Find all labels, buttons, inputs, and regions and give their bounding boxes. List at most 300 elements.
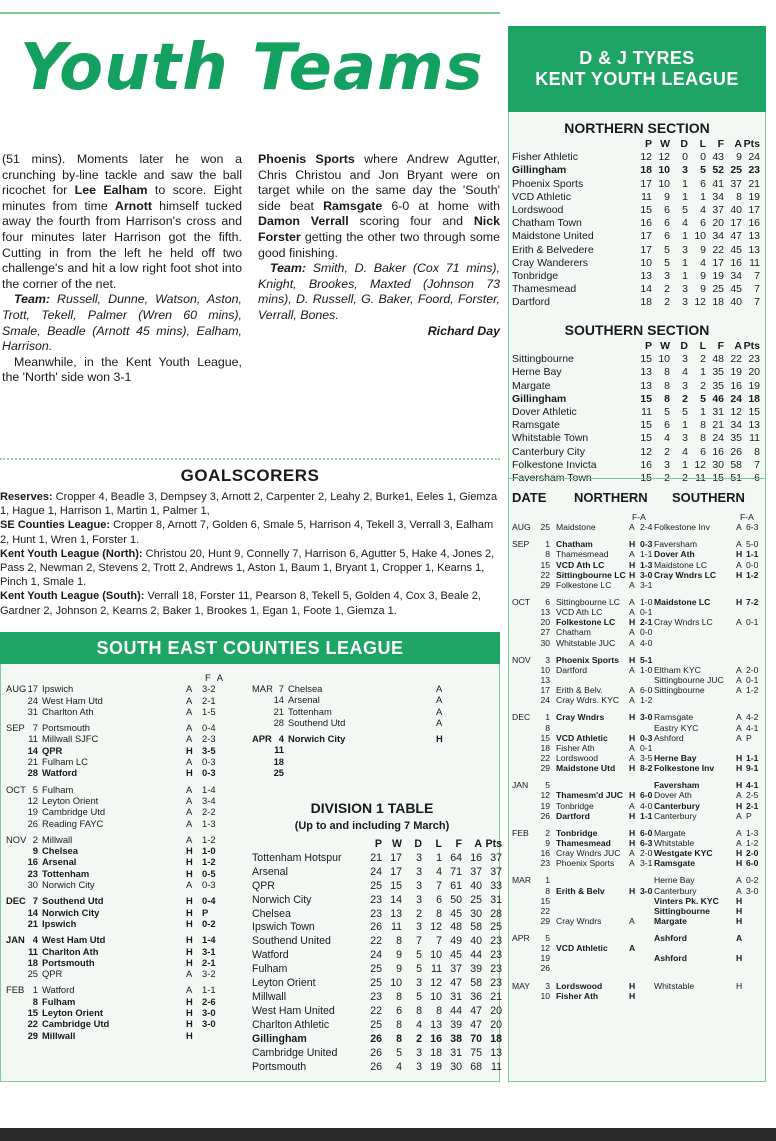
fixture-date: 10	[540, 990, 550, 1001]
fixture-date: 2	[32, 833, 38, 845]
kyl-fixture-row	[512, 597, 762, 607]
southern-opponent: Cray Wndrs LC	[654, 617, 713, 628]
fixture-venue: H	[186, 1018, 193, 1030]
southern-venue: H	[736, 848, 743, 859]
stat-cell: 58	[730, 458, 742, 471]
fixture-opponent: Southend Utd	[42, 895, 104, 907]
table-row	[512, 191, 760, 204]
fixture-score: 0-3	[202, 767, 216, 779]
stat-cell: 4	[682, 445, 688, 458]
fixture-venue: A	[436, 694, 443, 706]
fixture-opponent: Ipswich	[42, 683, 74, 695]
fixture-venue: H	[186, 995, 193, 1007]
northern-header: NORTHERN	[574, 490, 648, 505]
fixture-opponent: Portsmouth	[42, 722, 90, 734]
stat-cell: 12	[730, 406, 742, 419]
southern-venue: A	[736, 885, 742, 896]
stat-header: F	[717, 340, 724, 352]
kyl-fixture-row	[512, 953, 762, 963]
fixture-gap	[512, 974, 762, 981]
fixture-score: 1-4	[202, 783, 216, 795]
stat-cell: 5	[416, 949, 422, 962]
northern-score: 0-3	[640, 732, 653, 743]
fixture-opponent: Cambridge Utd	[42, 1018, 110, 1030]
stat-cell: 8	[736, 190, 742, 203]
fixture-month: DEC	[512, 712, 531, 723]
stat-cell: 4	[664, 432, 670, 445]
fixture-opponent: Norwich City	[42, 906, 100, 918]
northern-score: 0-1	[640, 607, 653, 618]
kyl-fixtures-header	[508, 490, 766, 510]
stat-cell: 36	[470, 990, 482, 1003]
stat-cell: 3	[664, 270, 670, 283]
stat-cell: 17	[640, 243, 652, 256]
stat-cell: 12	[640, 445, 652, 458]
fixture-date: 21	[27, 756, 38, 768]
fixture-date: 26	[540, 810, 550, 821]
northern-opponent: Lordswood	[556, 980, 603, 991]
northern-score: 6-0	[640, 827, 653, 838]
northern-score: 2-0	[640, 848, 653, 859]
fixture-date: 9	[32, 845, 38, 857]
stat-cell: 11	[491, 1060, 502, 1073]
team-name: Southend United	[252, 935, 331, 948]
northern-venue: A	[629, 637, 635, 648]
fixture-date: 21	[27, 917, 38, 929]
stat-cell: 15	[640, 432, 652, 445]
stat-header: W	[660, 340, 670, 352]
northern-venue: H	[629, 712, 636, 723]
stat-cell: 4	[682, 366, 688, 379]
northern-venue: H	[629, 980, 636, 991]
fixture-date: 12	[540, 943, 550, 954]
fixture-month: MAR	[252, 683, 273, 694]
northern-opponent: Sittingbourne LC	[556, 569, 626, 580]
kyl-fixture-row	[512, 933, 762, 943]
kyl-fixture-row	[512, 685, 762, 695]
stat-cell: 46	[712, 392, 724, 405]
stat-cell: 3	[664, 458, 670, 471]
fixture-score: 1-3	[202, 817, 216, 829]
team-name: Canterbury City	[512, 445, 585, 458]
stat-cell: 15	[640, 392, 652, 405]
stat-cell: 20	[712, 217, 724, 230]
team-name: Sittingbourne	[512, 353, 574, 366]
northern-score: 2-1	[640, 617, 653, 628]
goalscorer-group	[0, 518, 500, 546]
fixture-opponent: Watford	[42, 984, 75, 996]
fixture-date: 15	[540, 732, 550, 743]
stat-cell: 4	[436, 865, 442, 878]
fa-header: F A	[205, 672, 223, 683]
stat-cell: 14	[390, 893, 402, 906]
stat-header: A	[734, 340, 742, 352]
stat-cell: 8	[436, 1004, 442, 1017]
southern-opponent: Ashford	[654, 933, 687, 944]
stat-cell: 2	[700, 353, 706, 366]
southern-opponent: Folkestone Inv	[654, 763, 715, 774]
stat-cell: 43	[712, 151, 724, 164]
stat-header: Pts	[485, 838, 502, 850]
southern-score: P	[746, 732, 752, 743]
fixture-score: 2-6	[202, 995, 216, 1007]
stat-cell: 1	[682, 190, 688, 203]
table-row	[512, 178, 760, 191]
southern-score: 1-2	[746, 837, 759, 848]
article-byline: Richard Day	[427, 323, 500, 338]
fixture-score: 3-0	[202, 1007, 216, 1019]
fixture-date: 1	[545, 539, 550, 550]
stat-cell: 18	[640, 296, 652, 309]
stat-cell: 23	[490, 977, 502, 990]
stat-cell: 58	[470, 921, 482, 934]
northern-venue: A	[629, 943, 636, 954]
stat-cell: 6	[700, 177, 706, 190]
text-run: Arnott	[114, 198, 153, 213]
kyl-fixture-row	[512, 665, 762, 675]
northern-score: 5-1	[640, 654, 653, 665]
stat-cell: 8	[396, 990, 402, 1003]
kyl-fixture-row	[512, 712, 762, 722]
fixture-score: 0-3	[202, 879, 216, 891]
southern-score: 3-0	[746, 885, 759, 896]
kyl-fixture-row	[512, 916, 762, 926]
stat-cell: 30	[712, 458, 724, 471]
southern-opponent: Dover Ath	[654, 790, 692, 801]
team-header	[252, 838, 362, 852]
stat-cell: 10	[430, 949, 442, 962]
fixture-venue: A	[436, 683, 443, 694]
stat-cell: 21	[712, 419, 724, 432]
northern-opponent: Whitstable JUC	[556, 637, 616, 648]
southern-opponent: Ashford	[654, 953, 687, 964]
stat-cell: 28	[490, 907, 502, 920]
stat-cell: 4	[416, 1018, 422, 1031]
fixture-score: 1-2	[202, 856, 216, 868]
southern-venue: A	[736, 732, 742, 743]
fixture-date: 18	[273, 755, 284, 767]
southern-header: SOUTHERN	[672, 490, 745, 505]
fixture-date: 14	[273, 694, 284, 706]
fixture-date: 27	[540, 627, 550, 638]
stat-cell: 15	[748, 406, 760, 419]
fixture-date: 17	[27, 683, 38, 695]
text-run: 6-0 at home with	[382, 198, 500, 213]
fixture-venue: A	[186, 722, 193, 734]
stat-cell: 3	[682, 296, 688, 309]
fixture-date: 19	[27, 806, 38, 818]
fixture-venue: H	[186, 906, 193, 918]
stat-cell: 47	[470, 1004, 482, 1017]
stat-cell: 45	[450, 907, 462, 920]
kyl-fixture-row	[512, 943, 762, 953]
fixture-date: 19	[540, 953, 550, 964]
fixture-date: 31	[27, 705, 38, 717]
stat-cell: 37	[712, 204, 724, 217]
fixture-score: 0-3	[202, 756, 216, 768]
table-row	[512, 432, 760, 445]
fixture-venue: H	[186, 945, 193, 957]
division-1-table	[252, 838, 502, 1074]
northern-venue: A	[629, 596, 635, 607]
southern-opponent: Ramsgate	[654, 712, 694, 723]
northern-venue: H	[629, 790, 636, 801]
stat-cell: 23	[490, 949, 502, 962]
fixture-venue: H	[186, 934, 193, 946]
stat-cell: 10	[658, 177, 670, 190]
fixture-month: SEP	[512, 539, 530, 550]
team-name: QPR	[252, 879, 275, 892]
northern-venue: A	[629, 549, 635, 560]
stat-cell: 5	[664, 406, 670, 419]
northern-venue: A	[629, 800, 635, 811]
stat-cell: 6	[436, 893, 442, 906]
northern-venue: H	[629, 885, 636, 896]
fixture-score: 2-2	[202, 806, 216, 818]
fixture-date: 24	[540, 695, 550, 706]
southern-score: 5-0	[746, 539, 759, 550]
table-row	[252, 908, 502, 922]
text-run: himself tucked away the fourth from Harrison's cross and four minutes later Harrison got the fifth. Cutting in from the left he held off two challenge's and hit a low right foot shot into the corner of the net.	[2, 198, 242, 291]
southern-opponent: Margate	[654, 827, 686, 838]
table-row	[512, 353, 760, 366]
stat-cell: 24	[748, 151, 760, 164]
southern-venue: A	[736, 674, 742, 685]
dotted-divider	[0, 458, 500, 460]
fixture-opponent: Fulham	[42, 783, 74, 795]
stat-cell: 1	[682, 458, 688, 471]
fixture-gap	[512, 705, 762, 712]
goalscorer-group-label: Kent Youth League (South):	[0, 590, 145, 603]
fixture-venue: H	[436, 733, 443, 745]
fixture-opponent: West Ham Utd	[42, 694, 103, 706]
northern-venue: A	[629, 607, 635, 618]
stat-cell: 8	[700, 419, 706, 432]
stat-cell: 8	[436, 907, 442, 920]
northern-venue: A	[629, 685, 635, 696]
stat-cell: 17	[390, 851, 402, 864]
banner-line-2: KENT YOUTH LEAGUE	[535, 69, 739, 89]
southern-venue: H	[736, 895, 743, 906]
fixture-date: 6	[545, 596, 550, 607]
stat-cell: 34	[712, 230, 724, 243]
team-header	[512, 138, 634, 151]
stat-cell: 44	[470, 949, 482, 962]
northern-opponent: Phoenix Sports	[556, 654, 620, 665]
table-row	[512, 244, 760, 257]
stat-cell: 22	[370, 935, 382, 948]
southern-opponent: Ramsgate	[654, 858, 696, 869]
team-name: Maidstone United	[512, 230, 594, 243]
northern-venue: H	[629, 990, 636, 1001]
northern-score: 1-3	[640, 559, 653, 570]
stat-header: W	[392, 838, 402, 850]
goalscorer-group-names: Christou 20, Hunt 9, Connelly 7, Harrison 6, Agutter 5, Hake 4, Jones 2, Pass 2, Newman 2, Stevens 2, Trott 2, Andrews 1, Aston 1, Baum 1, Bryant 1, Cropper 1, Kearns 1, Pinch 1, Smale 1.	[0, 547, 495, 589]
southern-score: 4-1	[746, 722, 759, 733]
northern-score: 8-2	[640, 763, 653, 774]
kyl-fixture-row	[512, 607, 762, 617]
stat-cell: 34	[730, 270, 742, 283]
stat-cell: 26	[370, 921, 382, 934]
kyl-fixture-row	[512, 896, 762, 906]
stat-cell: 3	[416, 977, 422, 990]
stat-cell: 26	[730, 445, 742, 458]
southern-score: 9-1	[746, 763, 759, 774]
northern-venue: A	[629, 915, 635, 926]
text-run: Russell, Dunne, Watson, Aston, Trott, Tekell, Palmer (Wren 60 mins), Smale, Beadle (Arnott 45 mins), Ealham, Harrison.	[2, 292, 242, 354]
stat-cell: 6	[664, 230, 670, 243]
table-row	[252, 866, 502, 880]
stat-header: W	[660, 138, 670, 150]
northern-score: 6-3	[640, 837, 653, 848]
stat-cell: 16	[712, 445, 724, 458]
stat-cell: 13	[490, 1046, 502, 1059]
stat-cell: 70	[470, 1032, 482, 1045]
stat-cell: 23	[490, 935, 502, 948]
fixture-date: 5	[545, 933, 550, 944]
text-run: to score. Eight minutes from time	[2, 183, 242, 213]
southern-venue: H	[736, 596, 743, 607]
goalscorer-group-names: Verrall 18, Forster 11, Pearson 8, Tekell 5, Golden 4, Cox 3, Beale 2, Gardner 2, Johnson 2, Kearns 2, Baker 1, Brookes 1, Egan 1, Foote 1, Giemza 1.	[0, 590, 481, 617]
fixture-date: 1	[545, 875, 550, 886]
team-name: Fisher Athletic	[512, 151, 578, 164]
northern-score: 1-0	[640, 664, 653, 675]
team-name: Faversham Town	[512, 472, 592, 485]
northern-venue: A	[629, 742, 635, 753]
fixture-month: OCT	[6, 783, 26, 795]
fixture-venue: A	[186, 705, 193, 717]
fixture-date: 5	[545, 780, 550, 791]
northern-score: 1-2	[640, 695, 653, 706]
fixture-month: JAN	[6, 934, 25, 946]
southern-score: 2-1	[746, 800, 759, 811]
stat-cell: 31	[450, 1046, 462, 1059]
stat-cell: 10	[390, 977, 402, 990]
fixture-date: 3	[545, 980, 550, 991]
stat-cell: 17	[640, 177, 652, 190]
stat-header: L	[435, 838, 442, 850]
stat-cell: 7	[416, 935, 422, 948]
fixture-opponent: Arsenal	[42, 856, 77, 868]
stat-cell: 23	[370, 893, 382, 906]
stat-cell: 16	[470, 851, 482, 864]
fixture-month: NOV	[6, 833, 27, 845]
team-name: West Ham United	[252, 1004, 335, 1017]
fixture-venue: H	[186, 744, 193, 756]
stat-cell: 51	[730, 472, 742, 485]
southern-score: 1-3	[746, 827, 759, 838]
kyl-fixture-row	[512, 675, 762, 685]
goalscorers-list	[0, 490, 500, 618]
stat-header: D	[680, 138, 688, 150]
stat-cell: 37	[470, 865, 482, 878]
stat-cell: 47	[730, 230, 742, 243]
stat-cell: 21	[748, 177, 760, 190]
stat-cell: 12	[658, 151, 670, 164]
fixture-venue: A	[186, 756, 193, 768]
fixture-date: 7	[278, 683, 284, 694]
fixture-score: 0-2	[202, 917, 216, 929]
team-name: Cray Wanderers	[512, 256, 589, 269]
stat-cell: 17	[748, 204, 760, 217]
page-bottom-bar	[0, 1128, 776, 1141]
northern-opponent: Dartford	[556, 810, 590, 821]
fixture-date: 28	[273, 716, 284, 728]
text-run: Lee Ealham	[74, 183, 148, 198]
fixture-venue: A	[186, 794, 193, 806]
stat-cell: 11	[391, 921, 402, 934]
text-run: Team:	[14, 292, 51, 307]
stat-cell: 9	[396, 949, 402, 962]
stat-cell: 1	[682, 270, 688, 283]
fixture-gap	[512, 773, 762, 780]
fixture-month: SEP	[6, 722, 25, 734]
southern-opponent: Vinters Pk. KYC	[654, 895, 719, 906]
kyl-divider	[508, 478, 766, 479]
table-row	[512, 459, 760, 472]
stat-cell: 24	[712, 432, 724, 445]
southern-fa-header: F-A	[740, 512, 754, 522]
northern-opponent: Tonbridge	[556, 800, 594, 811]
kyl-fixture-row	[512, 638, 762, 648]
stat-cell: 12	[640, 151, 652, 164]
southern-venue: H	[736, 800, 743, 811]
southern-venue: A	[736, 559, 742, 570]
stat-cell: 44	[450, 1004, 462, 1017]
fixture-date: 15	[540, 895, 550, 906]
stat-cell: 0	[700, 151, 706, 164]
southern-venue: H	[736, 780, 743, 791]
stat-cell: 20	[490, 1018, 502, 1031]
team-name: Fulham	[252, 963, 288, 976]
fixture-date: 22	[540, 569, 550, 580]
table-row	[252, 963, 502, 977]
goalscorer-group	[0, 589, 500, 617]
stat-cell: 18	[640, 164, 652, 177]
stat-cell: 11	[749, 432, 760, 445]
stat-cell: 5	[682, 204, 688, 217]
stat-cell: 31	[490, 893, 502, 906]
stat-cell: 16	[748, 217, 760, 230]
table-row	[512, 366, 760, 379]
fixture-date: 15	[27, 1007, 38, 1019]
stat-cell: 2	[416, 907, 422, 920]
kyl-fixture-row	[512, 655, 762, 665]
fixture-date: 1	[545, 712, 550, 723]
team-name: Chatham Town	[512, 217, 582, 230]
fixture-venue: A	[186, 984, 193, 996]
stat-cell: 18	[712, 296, 724, 309]
team-name: Portsmouth	[252, 1060, 307, 1073]
stat-cell: 50	[450, 893, 462, 906]
fixture-date: 13	[540, 607, 550, 618]
northern-venue: H	[629, 810, 636, 821]
team-name: Charlton Athletic	[252, 1018, 330, 1031]
stat-cell: 8	[396, 935, 402, 948]
northern-opponent: VCD Athletic	[556, 943, 608, 954]
fixture-opponent: Leyton Orient	[42, 1007, 103, 1019]
stat-cell: 19	[730, 366, 742, 379]
stat-cell: 2	[664, 472, 670, 485]
fixture-score: 3-0	[202, 1018, 216, 1030]
stat-cell: 15	[640, 472, 652, 485]
stat-header: Pts	[743, 340, 760, 352]
stat-cell: 7	[754, 270, 760, 283]
stat-cell: 3	[682, 243, 688, 256]
fixture-venue: A	[186, 833, 193, 845]
team-name: Chelsea	[252, 907, 291, 920]
southern-score: 4-2	[746, 712, 759, 723]
